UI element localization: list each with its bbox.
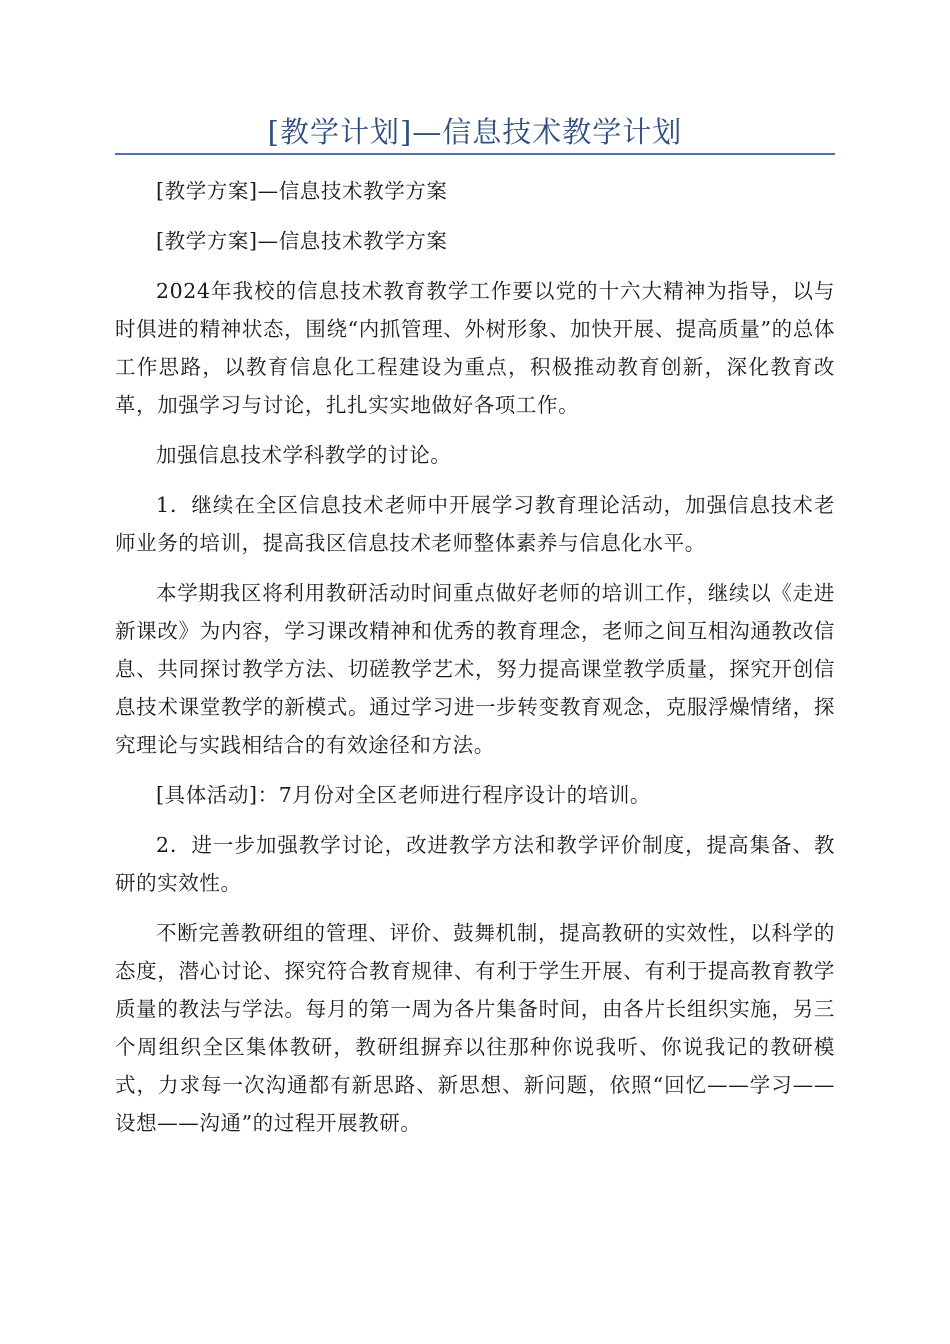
document-body xyxy=(115,172,835,1154)
paragraph-activity: [具体活动]：7月份对全区老师进行程序设计的培训。 xyxy=(156,783,652,807)
paragraph-research: 不断完善教研组的管理、评价、鼓舞机制，提高教研的实效性，以科学的态度，潜心讨论、探究符合教育规律、有利于学生开展、有利于提高教育教学质量的教法与学法。每月的第一周为各片集备时间，由各片长组织实施，另三个周组织全区集体教研，教研组摒弃以往那种你说我听、你说我记的教研模式，力求每一次沟通都有新思路、新思想、新问题，依照“回忆——学习——设想——沟通”的过程开展教研。 xyxy=(115,921,835,1135)
paragraph-section-heading: 加强信息技术学科教学的讨论。 xyxy=(156,443,452,467)
paragraph-item-1: 1．继续在全区信息技术老师中开展学习教育理论活动，加强信息技术老师业务的培训，提高我区信息技术老师整体素养与信息化水平。 xyxy=(115,493,835,555)
paragraph-item-2: 2．进一步加强教学讨论，改进教学方法和教学评价制度，提高集备、教研的实效性。 xyxy=(115,833,835,895)
paragraph-intro: 2024年我校的信息技术教育教学工作要以党的十六大精神为指导，以与时俱进的精神状态，围绕“内抓管理、外树形象、加快开展、提高质量”的总体工作思路，以教育信息化工程建设为重点，积极推动教育创新，深化教育改革，加强学习与讨论，扎扎实实地做好各项工作。 xyxy=(115,279,835,417)
paragraph-heading-2: [教学方案]—信息技术教学方案 xyxy=(156,229,448,253)
title-underline xyxy=(115,153,835,155)
paragraph-heading-1: [教学方案]—信息技术教学方案 xyxy=(156,179,448,203)
document-title: [教学计划]—信息技术教学计划 xyxy=(267,115,683,149)
paragraph-training: 本学期我区将利用教研活动时间重点做好老师的培训工作，继续以《走进新课改》为内容，学习课改精神和优秀的教育理念，老师之间互相沟通教改信息、共同探讨教学方法、切磋教学艺术，努力提高课堂教学质量，探究开创信息技术课堂教学的新模式。通过学习进一步转变教育观念，克服浮燥情绪，探究理论与实践相结合的有效途径和方法。 xyxy=(115,581,835,757)
